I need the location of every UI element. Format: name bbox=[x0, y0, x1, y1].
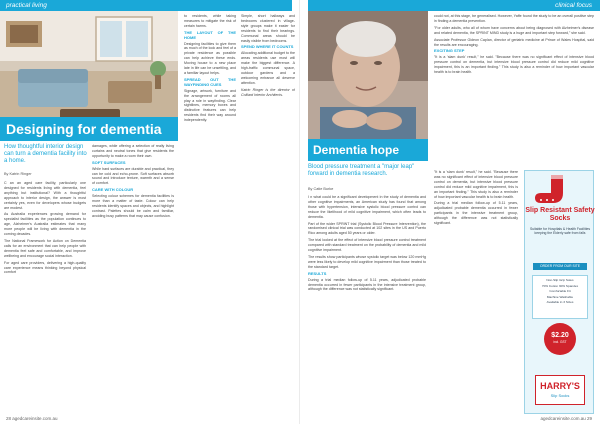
paragraph: damages, while offering a selection of really living curtains and neutral tones that give residents the opportunity to make a room their own. bbox=[92, 144, 174, 158]
article-column-1 bbox=[4, 181, 86, 415]
hero-image-design bbox=[0, 11, 178, 141]
paragraph: The trial looked at the effect of intensive blood pressure control treatment compared with standard treatment on the probability of dementia and mild cognitive impairment. bbox=[308, 238, 426, 253]
paragraph: Part of the wider SPRINT trial (Systolic Blood Pressure Intervention), the randomised clinical trial was conducted at 102 sites in the US and Puerto Rico among adults aged 50 years or older. bbox=[308, 221, 426, 236]
sock-illustration bbox=[525, 173, 595, 207]
paragraph: to residents, while taking measures to mitigate the risk of certain harms. bbox=[184, 14, 236, 28]
standfirst: Blood pressure treatment a "major leap" forward in dementia research. bbox=[308, 164, 415, 178]
paragraph: As Australia experiences growing demand for specialist facilities as the population continues to age, Alzheimer's Australia estimates that many more people will be living with dementia in the coming decades. bbox=[4, 212, 86, 237]
ad-feature: Machine Washable bbox=[546, 294, 574, 299]
subheading: SPEND WHERE IT COUNTS bbox=[241, 44, 294, 50]
subheading: CARE WITH COLOUR bbox=[92, 187, 134, 193]
paragraph: The results show participants whose systolic target was below 120 mmHg were less likely to develop mild cognitive impairment than those treated to the standard target. bbox=[308, 254, 426, 269]
byline: By Katrin Ringer bbox=[4, 172, 32, 176]
ad-features-box bbox=[532, 275, 588, 319]
section-label-clinical-focus: clinical focus bbox=[308, 0, 600, 11]
paragraph: During a trial median follow-up of 5.11 years, adjudicated probable dementia occurred in fewer participants in the intensive treatment group, although the difference was not statistically significant. bbox=[308, 277, 426, 292]
ad-tagline: Suitable for Hospitals & Health Facilities keeping the Elderly safe from falls bbox=[529, 227, 591, 236]
ad-price-note: incl. GST bbox=[553, 340, 567, 344]
paragraph: "It is a 'slam dunk' result," he said. "Because there was no significant effect of intensive blood pressure control on dementia, but intensive blood pressure control did reduce mild cognitive impairment, this is an important finding." This study is also a reminder of how important vascular health is to brain health. bbox=[434, 170, 518, 199]
ad-price: $2.20 bbox=[551, 332, 569, 339]
ad-feature: Comfortable Fit bbox=[549, 289, 571, 293]
page-folio-right: agedcareinsite.com.au 29 bbox=[540, 416, 592, 421]
article-column-3 bbox=[434, 170, 518, 415]
ad-feature: 70% Cotton 30% Spandex bbox=[541, 283, 579, 288]
section-label-practical-living: practical living bbox=[0, 0, 292, 11]
ad-title: Slip Resistant Safety Socks bbox=[525, 207, 595, 222]
paragraph: For aged care providers, delivering a high-quality care experience means thinking beyond physical comfort bbox=[4, 260, 86, 275]
subheading: SPREAD OUT THE WAYFINDING CUES bbox=[184, 76, 236, 87]
ad-logo-text: HARRY'S bbox=[540, 381, 580, 391]
paragraph: Designing facilities to give them as much of the look and feel of a private residence as possible can help achieve these ends. Moving house to a new place late in life can be unsettling, and a familiar layout helps. bbox=[184, 41, 236, 75]
ad-logo-sub: Slip Socks bbox=[550, 393, 570, 398]
paragraph: During a trial median follow-up of 5.11 years, adjudicated probable dementia occurred in fewer participants in the intensive treatment group, although the difference was not statistically significant. bbox=[434, 201, 518, 226]
author-bio: Katrin Ringer is the director of Colliard Interior Architects. bbox=[241, 87, 295, 97]
ad-order-button[interactable]: ORDER FROM OUR SITE bbox=[533, 263, 587, 270]
paragraph: "It is a 'slam dunk' result," he said. "Because there was no significant effect of intensive blood pressure control on dementia, but intensive blood pressure control did reduce mild cognitive impairment, this is an important finding." This study is also a reminder of how important vascular health is to brain health. bbox=[434, 55, 594, 75]
ad-price-badge bbox=[544, 323, 576, 355]
paragraph: The National Framework for Action on Dementia calls for an environment that can help people with dementia feel safe and comfortable, and improve wellbeing and encourage social interaction. bbox=[4, 238, 86, 258]
article-column-1 bbox=[308, 195, 426, 415]
subheading: EXCITING STEP bbox=[434, 48, 465, 54]
paragraph: Allocating additional budget to the areas residents use most will make the biggest difference. A high-traffic communal space, outdoor gardens and a welcoming entrance all deserve attention. bbox=[241, 51, 295, 85]
ad-feature: Non-Slip Grip Soles bbox=[546, 278, 574, 282]
subheading: THE LAYOUT OF THE HOME bbox=[184, 29, 236, 40]
standfirst: How thoughtful interior design can turn a dementia facility into a home. bbox=[4, 144, 87, 165]
subheading: RESULTS bbox=[308, 270, 327, 276]
page-folio-left: 28 agedcareinsite.com.au bbox=[6, 416, 58, 421]
paragraph: Selecting colour schemes for dementia facilities is more than a matter of taste. Colour can help residents identify spaces and objects, and highlight contrast. Palettes should be calm and familiar, avoiding busy patterns that may cause confusion. bbox=[92, 194, 174, 218]
paragraph: could not, at this stage, be generalised. However, Yaffe found the study to be an overall positive step in finding a dementia prevention. bbox=[434, 14, 594, 23]
article-column-4 bbox=[241, 14, 295, 414]
article-column-2 bbox=[434, 14, 594, 164]
byline: By Catie Burke bbox=[308, 187, 334, 191]
subheading: SOFT SURFACES bbox=[92, 159, 126, 165]
paragraph: I n what could be a significant development in the study of dementia and other cognitive impairments, an American study has found that among those with hypertension, intensive systolic blood pressure control can reduce the likelihood of mild cognitive impairment, which often leads to dementia. bbox=[308, 195, 426, 219]
hero-title: Dementia hope bbox=[308, 139, 428, 161]
paragraph: "For older adults, who all of whom have concerns about being diagnosed with Alzheimer's disease and related dementia, the SPRINT MIND study is a huge and important step forward," she said. bbox=[434, 25, 594, 35]
hero-image-dementia bbox=[308, 11, 428, 161]
paragraph: Simple, short hallways and bedrooms clustered in village-style groups make it easier for residents to find their bearings. Communal areas should be easily visible from bedrooms. bbox=[241, 14, 295, 43]
paragraph: Associate Professor Gideon Caplan, director of geriatric medicine at Prince of Wales Hospital, said the results are encouraging. bbox=[434, 37, 594, 47]
ad-feature: Available in 3 Sizes bbox=[546, 300, 574, 304]
paragraph: C an an aged care facility, particularly one designed for residents living with dementia, feel anything but institutional? With a thoughtful approach to interior design, the answer is most certainly yes, even for developers whose budgets are modest. bbox=[4, 181, 86, 210]
paragraph: Signage, artwork, furniture and the arrangement of rooms all play a role in wayfinding. Clear sightlines, memory boxes and distinctive features can help residents find their way around independently. bbox=[184, 88, 236, 123]
hero-title: Designing for dementia bbox=[0, 117, 178, 141]
ad-brand-logo[interactable] bbox=[535, 375, 585, 405]
article-column-2 bbox=[92, 144, 174, 414]
paragraph: While hard surfaces are durable and practical, they can be cold and echo-prone. Soft surfaces absorb sound and introduce texture, warmth and a sense of comfort. bbox=[92, 166, 174, 186]
article-column-3 bbox=[184, 14, 236, 414]
advertisement-safety-socks[interactable] bbox=[524, 170, 594, 414]
